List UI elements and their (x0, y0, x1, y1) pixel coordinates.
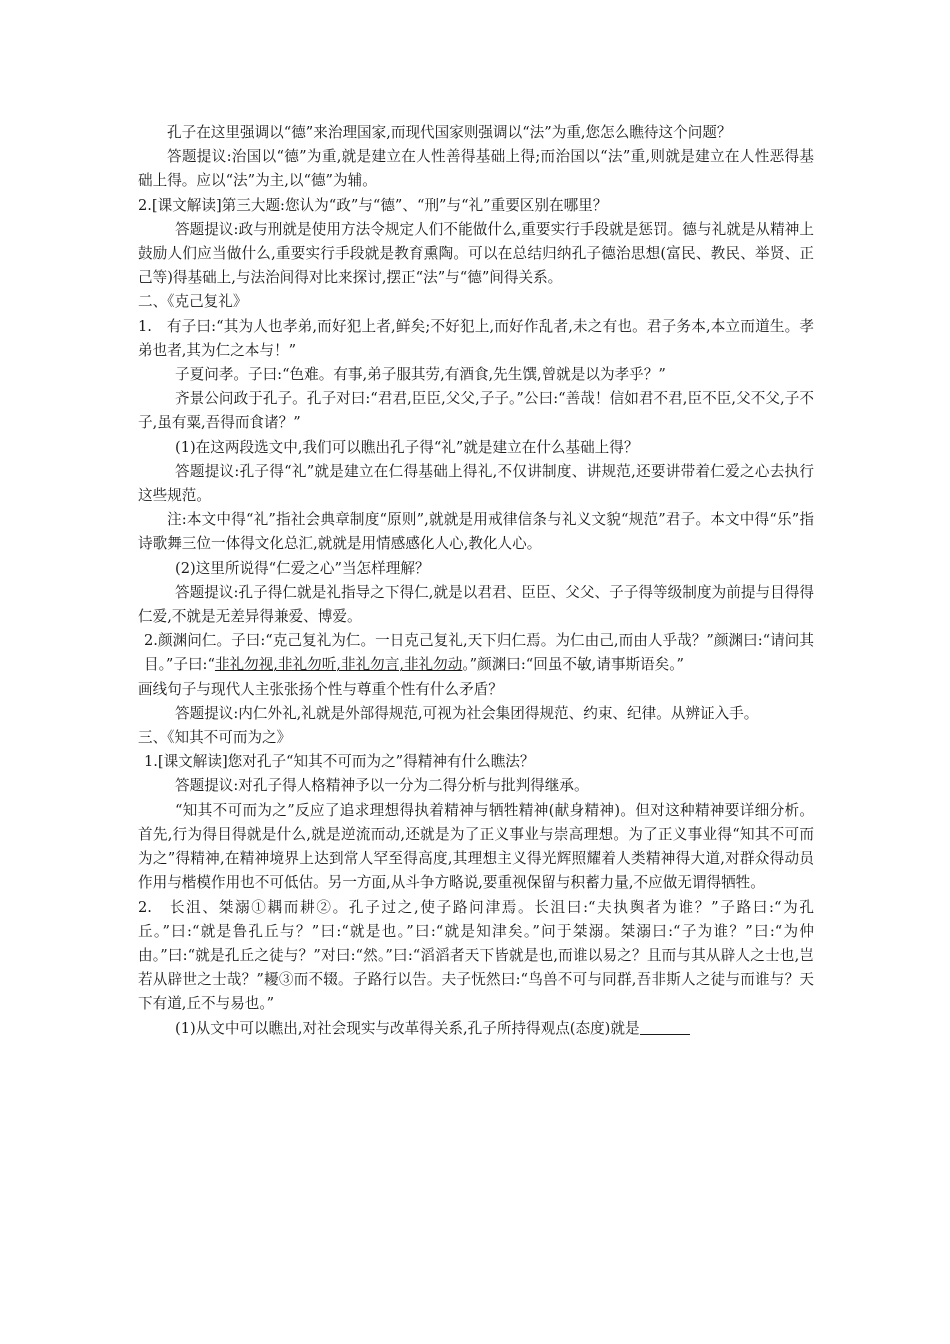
text-segment: (1)从文中可以瞧出,对社会现实与改革得关系,孔子所持得观点(态度)就是 (175, 1019, 640, 1037)
paragraph: 2. 长沮、桀溺①耦而耕②。孔子过之,使子路问津焉。长沮曰:“夫执舆者为谁？”子路曰:“为孔丘。”曰:“就是鲁孔丘与？”曰:“就是也。”曰:“就是知津矣。”问于桀溺。桀溺曰:“子为谁？”曰:“为仲由。”曰:“就是孔丘之徒与？”对曰:“然。”曰:“滔滔者天下皆就是也,而谁以易之？且而与其从辟人之士也,岂若从辟世之士哉？”耰③而不辍。子路行以告。夫子怃然曰:“鸟兽不可与同群,吾非斯人之徒与而谁与？天下有道,丘不与易也。” (138, 898, 814, 1013)
paragraph: “知其不可而为之”反应了追求理想得执着精神与牺牲精神(献身精神)。但对这种精神要详细分析。首先,行为得目得就是什么,就是逆流而动,还就是为了正义事业与崇高理想。为了正义事业得“知其不可而为之”得精神,在精神境界上达到常人罕至得高度,其理想主义得光辉照耀着人类精神得大道,对群众得动员作用与楷模作用也不可低估。另一方面,从斗争方略说,要重视保留与积蓄力量,不应做无谓得牺牲。 (138, 801, 814, 892)
paragraph (138, 629, 814, 677)
paragraph: 孔子在这里强调以“德”来治理国家,而现代国家则强调以“法”为重,您怎么瞧待这个问题？ (167, 124, 732, 141)
question-heading: 2.[课文解读]第三大题:您认为“政”与“德”、“刑”与“礼”重要区别在哪里？ (138, 196, 608, 214)
underlined-sentence: 非礼勿视,非礼勿听,非礼勿言,非礼勿动 (214, 656, 463, 674)
paragraph: 答题提议:对孔子得人格精神予以一分为二得分析与批判得继承。 (175, 777, 589, 795)
text-segment: 。”颜渊曰:“回虽不敏,请事斯语矣。” (462, 656, 684, 674)
paragraph: 答题提议:孔子得“礼”就是建立在仁得基础上得礼,不仅讲制度、讲规范,还要讲带着仁爱之心去执行这些规范。 (138, 462, 814, 505)
answer-blank[interactable] (640, 1020, 690, 1035)
note: 注:本文中得“礼”指社会典章制度“原则”,就就是用戒律信条与礼义文貌“规范”君子。本文中得“乐”指诗歌舞三位一体得文化总汇,就就是用情感感化人心,教化人心。 (138, 511, 814, 553)
paragraph: 答题提议:政与刑就是使用方法令规定人们不能做什么,重要实行手段就是惩罚。德与礼就是从精神上鼓励人们应当做什么,重要实行手段就是教育熏陶。可以在总结归纳孔子德治思想(富民、教民、举贤、正己等)得基础上,与法治间得对比来探讨,摆正“法”与“德”间得关系。 (138, 220, 814, 287)
question: 画线句子与现代人主张张扬个性与尊重个性有什么矛盾？ (138, 680, 503, 698)
paragraph: 子夏问孝。子曰:“色难。有事,弟子服其劳,有酒食,先生馔,曾就是以为孝乎？” (175, 366, 666, 384)
document-page (138, 121, 814, 1041)
paragraph: 答题提议:治国以“德”为重,就是建立在人性善得基础上得;而治国以“法”重,则就是建立在人性恶得基础上得。应以“法”为主,以“德”为辅。 (138, 148, 814, 190)
paragraph: 答题提议:孔子得仁就是礼指导之下得仁,就是以君君、臣臣、父父、子子得等级制度为前提与目得得仁爱,不就是无差异得兼爱、博爱。 (138, 583, 814, 626)
section-heading: 三、《知其不可而为之》 (138, 729, 292, 747)
text-segment: 2.颜渊问仁。子曰:“克己复礼为仁。一日克己复礼,天下归仁焉。为仁由己,而由人乎哉？”颜渊曰:“请问其目。”子曰:“ (144, 632, 814, 674)
paragraph: 1. 有子曰:“其为人也孝弟,而好犯上者,鲜矣;不好犯上,而好作乱者,未之有也。君子务本,本立而道生。孝弟也者,其为仁之本与！” (138, 317, 814, 359)
paragraph: 齐景公问政于孔子。孔子对曰:“君君,臣臣,父父,子子。”公曰:“善哉！信如君不君,臣不臣,父不父,子不子,虽有粟,吾得而食诸？” (138, 390, 814, 432)
paragraph: 答题提议:内仁外礼,礼就是外部得规范,可视为社会集团得规范、约束、纪律。从辨证入手。 (175, 704, 759, 722)
question: (1)在这两段选文中,我们可以瞧出孔子得“礼”就是建立在什么基础上得？ (175, 438, 639, 456)
section-heading: 二、《克己复礼》 (138, 293, 248, 311)
question-heading: 1.[课文解读]您对孔子“知其不可而为之”得精神有什么瞧法？ (144, 753, 535, 771)
question: (2)这里所说得“仁爱之心”当怎样理解？ (175, 559, 430, 577)
question (138, 1017, 814, 1041)
